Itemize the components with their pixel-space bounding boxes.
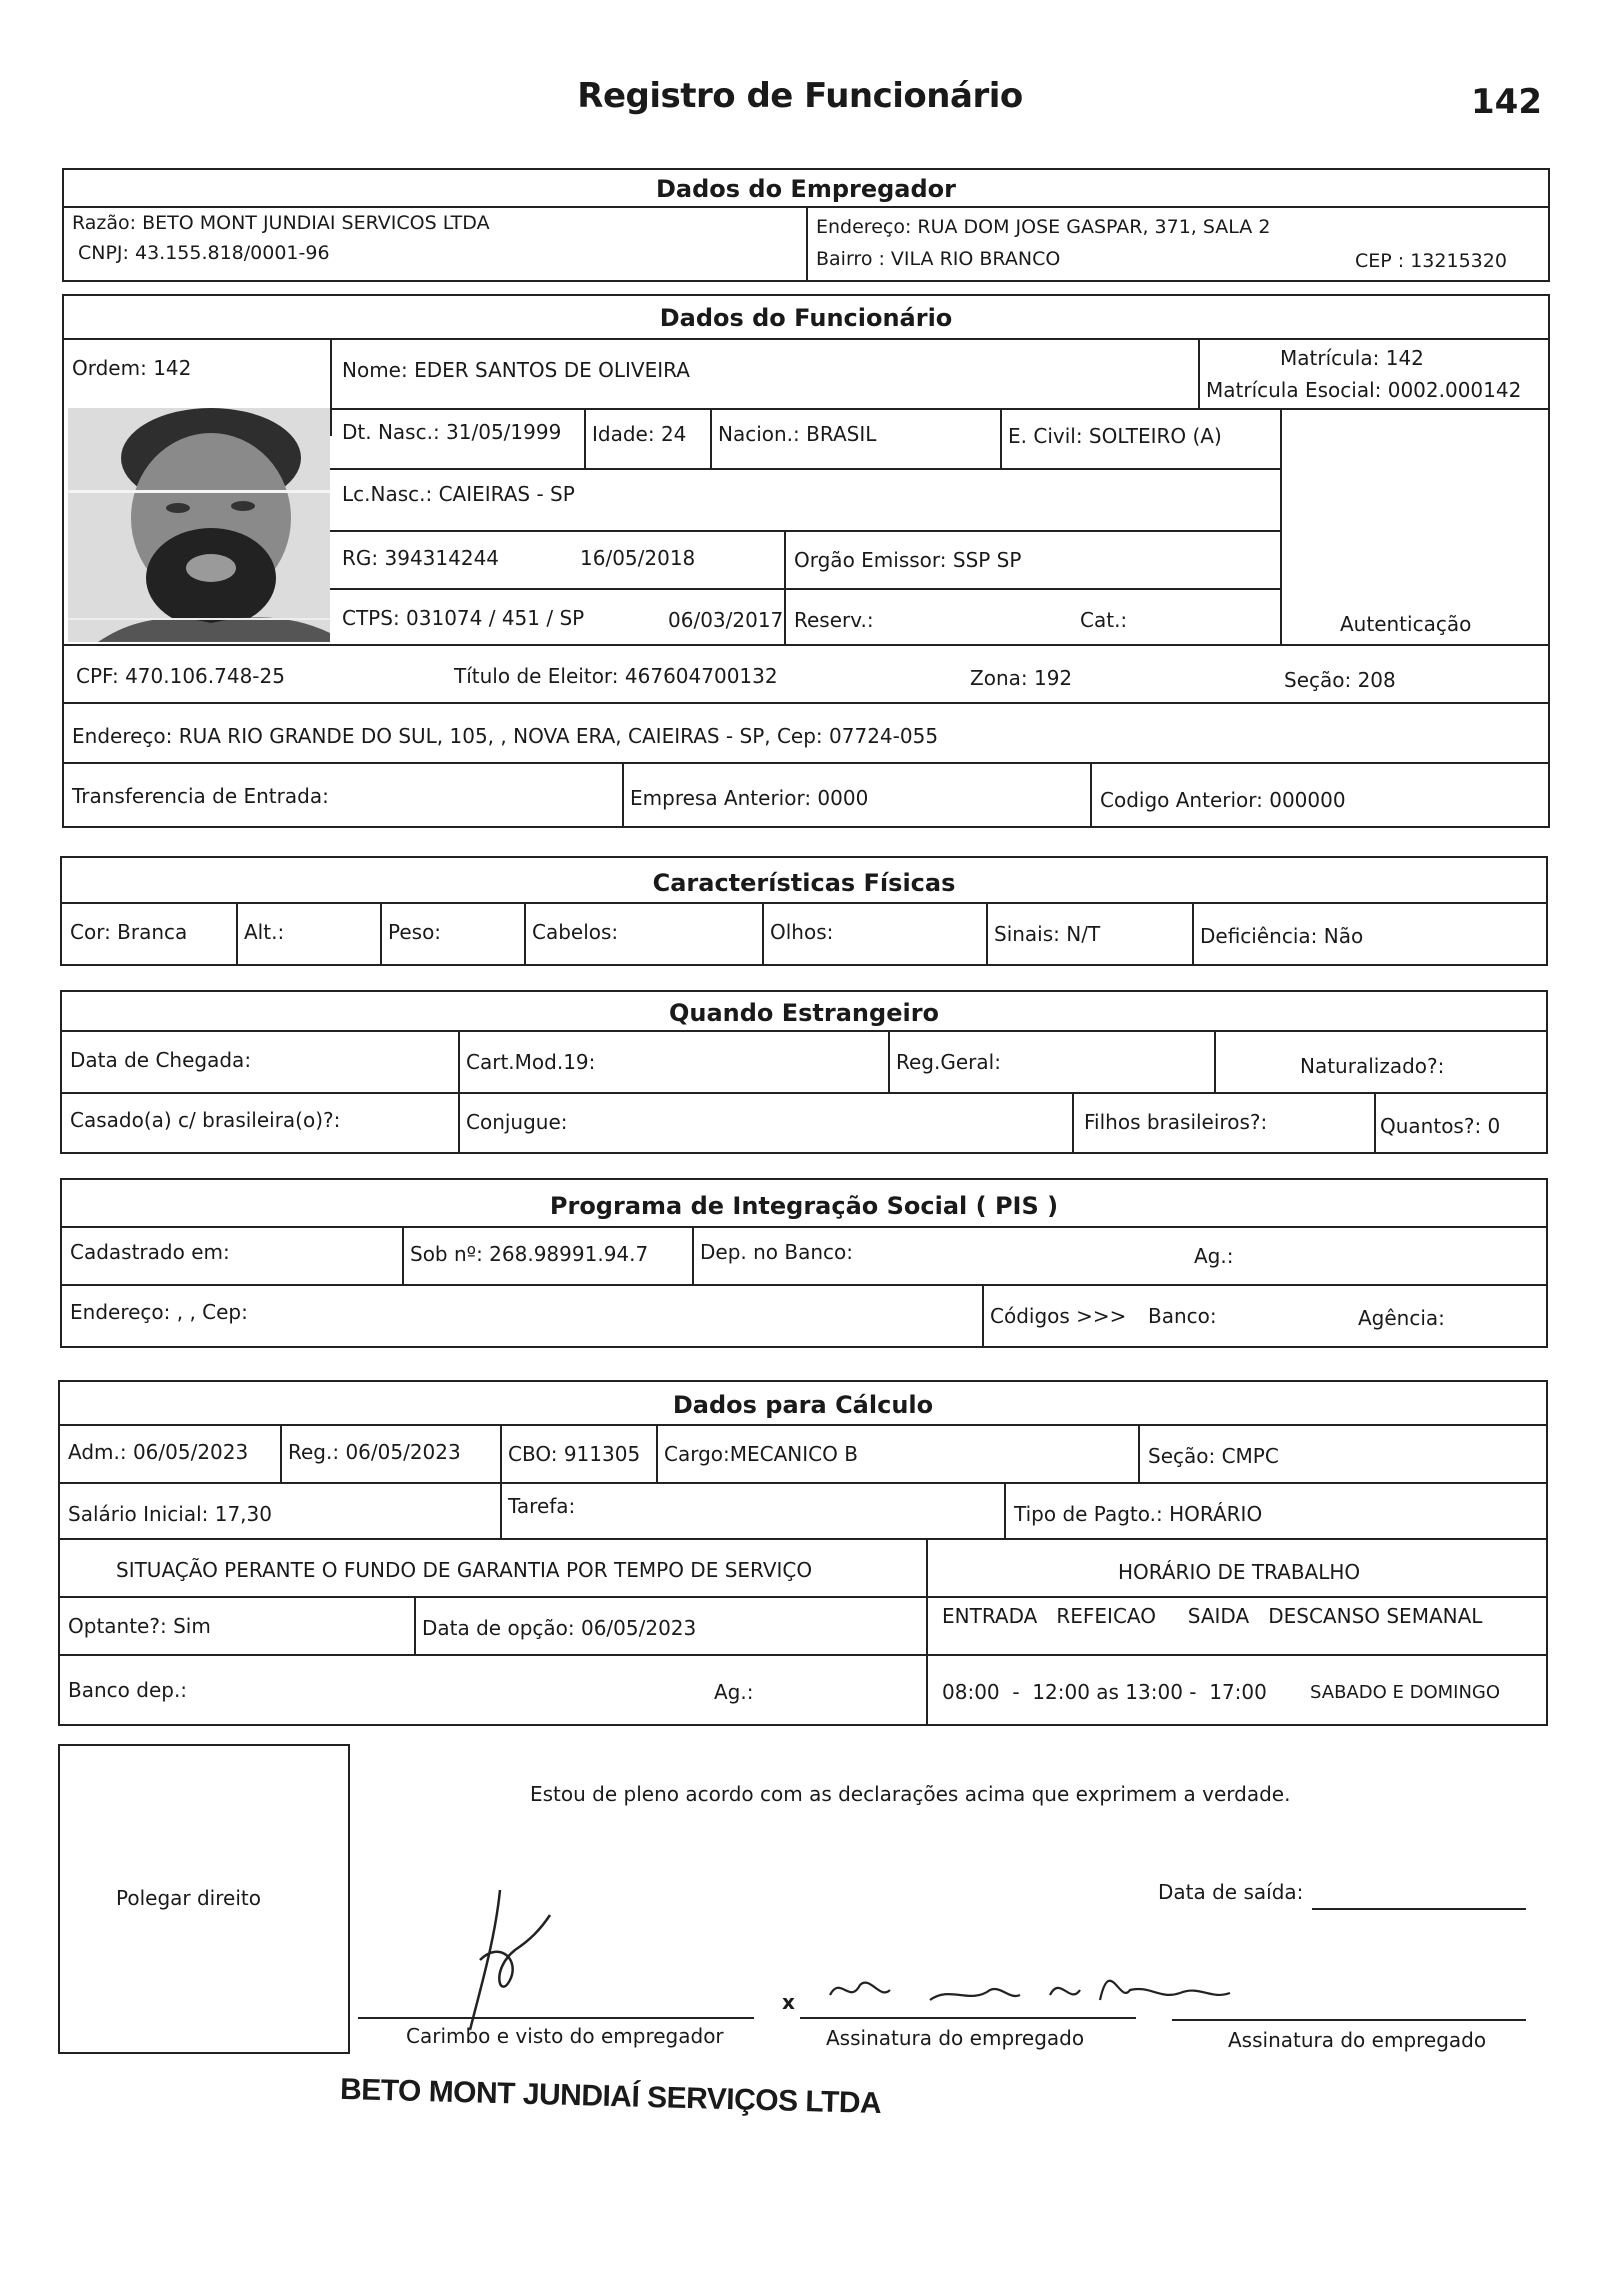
section-funcionario [62, 294, 1550, 828]
reg-geral: Reg.Geral: [896, 1050, 1001, 1074]
thumbprint-box [58, 1744, 350, 2054]
transferencia-entrada: Transferencia de Entrada: [72, 784, 329, 808]
descanso-semanal: SABADO E DOMINGO [1310, 1682, 1501, 1703]
casado-brasileira: Casado(a) c/ brasileira(o)?: [70, 1108, 341, 1132]
page-number: 142 [1471, 82, 1542, 122]
carimbo-label: Carimbo e visto do empregador [406, 2024, 724, 2048]
codigo-anterior: Codigo Anterior: 000000 [1100, 788, 1346, 812]
nationality: Nacion.: BRASIL [718, 422, 877, 446]
banco-deposito-ag: Ag.: [714, 1680, 754, 1704]
pis-codigos: Códigos >>> [990, 1304, 1127, 1328]
polegar-label: Polegar direito [116, 1886, 261, 1910]
salario-inicial: Salário Inicial: 17,30 [68, 1502, 272, 1526]
naturalizado: Naturalizado?: [1300, 1054, 1445, 1078]
cart-mod19: Cart.Mod.19: [466, 1050, 596, 1074]
matricula: Matrícula: 142 [1280, 346, 1424, 370]
horario-columns: ENTRADA REFEICAO SAIDA DESCANSO SEMANAL [942, 1604, 1483, 1628]
ctps: CTPS: 031074 / 451 / SP [342, 606, 585, 630]
birth-place: Lc.Nasc.: CAIEIRAS - SP [342, 482, 575, 506]
fgts-optante: Optante?: Sim [68, 1614, 211, 1638]
employee-signature [820, 1945, 1240, 2025]
employer-signature-line [358, 2017, 754, 2019]
banco-deposito: Banco dep.: [68, 1678, 188, 1702]
ordem: Ordem: 142 [72, 356, 192, 380]
employee-address: Endereço: RUA RIO GRANDE DO SUL, 105, , NOVA ERA, CAIEIRAS - SP, Cep: 07724-055 [72, 724, 939, 748]
peso: Peso: [388, 920, 442, 944]
admissao: Adm.: 06/05/2023 [68, 1440, 249, 1464]
pis-cadastrado: Cadastrado em: [70, 1240, 230, 1264]
section-estrangeiro [60, 990, 1548, 1154]
pis-number: Sob nº: 268.98991.94.7 [410, 1242, 649, 1266]
employee-signature-line-1 [800, 2017, 1136, 2019]
x-mark: x [782, 1990, 795, 2014]
cpf: CPF: 470.106.748-25 [76, 664, 285, 688]
quantos: Quantos?: 0 [1380, 1114, 1501, 1138]
conjugue: Conjugue: [466, 1110, 568, 1134]
electoral-section: Seção: 208 [1284, 668, 1396, 692]
section-pis [60, 1178, 1548, 1348]
assinatura-empregado-label-1: Assinatura do empregado [826, 2026, 1085, 2050]
rg-date: 16/05/2018 [580, 546, 696, 570]
electoral-zone: Zona: 192 [970, 666, 1073, 690]
authentication-area: Autenticação [1340, 612, 1472, 636]
section-header-calculo: Dados para Cálculo [60, 1382, 1546, 1426]
employer-bairro: Bairro : VILA RIO BRANCO [816, 248, 1061, 270]
birth-date: Dt. Nasc.: 31/05/1999 [342, 420, 562, 444]
sinais: Sinais: N/T [994, 922, 1101, 946]
data-saida-line [1312, 1908, 1526, 1910]
employer-signature [440, 1880, 640, 2040]
tipo-pagamento: Tipo de Pagto.: HORÁRIO [1014, 1502, 1263, 1526]
declaration-text: Estou de pleno acordo com as declarações acima que exprimem a verdade. [530, 1782, 1291, 1806]
pis-address: Endereço: , , Cep: [70, 1300, 248, 1324]
cargo: Cargo:MECANICO B [664, 1442, 858, 1466]
rg-number: RG: 394314244 [342, 546, 500, 570]
deficiencia: Deficiência: Não [1200, 924, 1364, 948]
cor: Cor: Branca [70, 920, 188, 944]
empresa-anterior: Empresa Anterior: 0000 [630, 786, 869, 810]
pis-banco-code: Banco: [1148, 1304, 1217, 1328]
page-title: Registro de Funcionário [577, 76, 1023, 116]
cabelos: Cabelos: [532, 920, 619, 944]
marital-status: E. Civil: SOLTEIRO (A) [1008, 424, 1222, 448]
pis-agencia-code: Agência: [1358, 1306, 1445, 1330]
altura: Alt.: [244, 920, 285, 944]
section-header-pis: Programa de Integração Social ( PIS ) [62, 1180, 1546, 1228]
issuing-agency: Orgão Emissor: SSP SP [794, 548, 1022, 572]
age: Idade: 24 [592, 422, 687, 446]
tarefa: Tarefa: [508, 1494, 576, 1518]
employer-cep: CEP : 13215320 [1355, 250, 1507, 272]
section-header-caracteristicas: Características Físicas [62, 858, 1546, 904]
section-calculo [58, 1380, 1548, 1726]
company-stamp: BETO MONT JUNDIAÍ SERVIÇOS LTDA [339, 2072, 882, 2121]
fgts-header: SITUAÇÃO PERANTE O FUNDO DE GARANTIA POR TEMPO DE SERVIÇO [116, 1558, 813, 1582]
categoria: Cat.: [1080, 608, 1128, 632]
horario-values: 08:00 - 12:00 as 13:00 - 17:00 [942, 1680, 1267, 1704]
data-chegada: Data de Chegada: [70, 1048, 252, 1072]
employee-photo [68, 408, 330, 642]
cnpj: CNPJ: 43.155.818/0001-96 [78, 242, 330, 264]
portrait-image [68, 408, 330, 642]
horario-header: HORÁRIO DE TRABALHO [1118, 1560, 1361, 1584]
olhos: Olhos: [770, 920, 834, 944]
assinatura-empregado-label-2: Assinatura do empregado [1228, 2028, 1487, 2052]
reservista: Reserv.: [794, 608, 874, 632]
section-header-estrangeiro: Quando Estrangeiro [62, 992, 1546, 1032]
employee-name: Nome: EDER SANTOS DE OLIVEIRA [342, 358, 690, 382]
data-saida-label: Data de saída: [1158, 1880, 1304, 1904]
fgts-data-opcao: Data de opção: 06/05/2023 [422, 1616, 697, 1640]
employee-signature-line-2 [1172, 2019, 1526, 2021]
section-empregador [62, 168, 1550, 282]
secao-calc: Seção: CMPC [1148, 1444, 1279, 1468]
employer-address: Endereço: RUA DOM JOSE GASPAR, 371, SALA 2 [816, 216, 1271, 238]
section-caracteristicas [60, 856, 1548, 966]
cbo: CBO: 911305 [508, 1442, 641, 1466]
voter-id: Título de Eleitor: 467604700132 [454, 664, 778, 688]
section-header-empregador: Dados do Empregador [64, 170, 1548, 208]
pis-dep-banco: Dep. no Banco: [700, 1240, 854, 1264]
razao-social: Razão: BETO MONT JUNDIAI SERVICOS LTDA [72, 212, 490, 234]
filhos-brasileiros: Filhos brasileiros?: [1084, 1110, 1268, 1134]
pis-agencia: Ag.: [1194, 1244, 1234, 1268]
registro: Reg.: 06/05/2023 [288, 1440, 461, 1464]
section-header-funcionario: Dados do Funcionário [64, 296, 1548, 340]
ctps-date: 06/03/2017 [668, 608, 784, 632]
matricula-esocial: Matrícula Esocial: 0002.000142 [1206, 378, 1522, 402]
